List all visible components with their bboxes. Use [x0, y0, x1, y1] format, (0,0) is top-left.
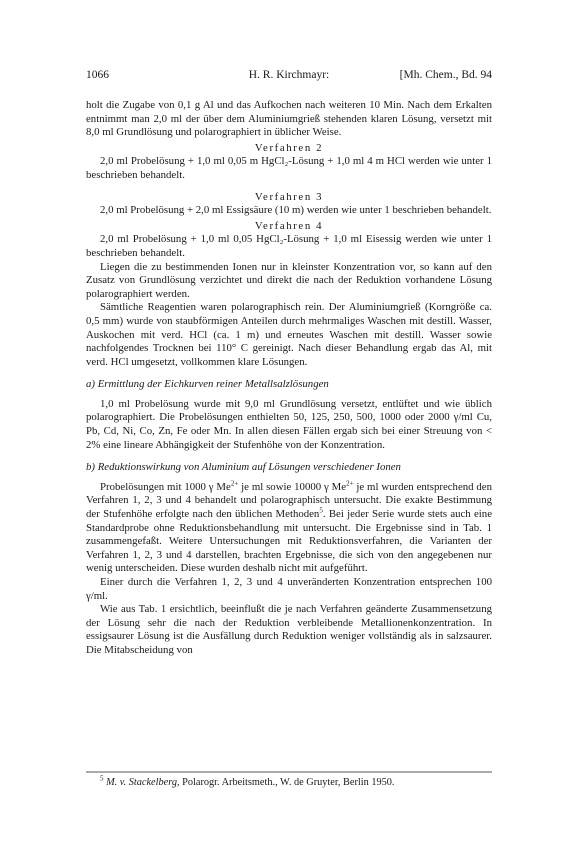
superscript: 2+: [230, 479, 239, 488]
header-author: H. R. Kirchmayr:: [248, 69, 330, 81]
subsection-heading-a: a) Ermittlung der Eichkurven reiner Metallsalzlösungen: [86, 378, 329, 391]
footnote-author: M. v. Stackelberg,: [106, 777, 180, 788]
paragraph: 2,0 ml Probelösung + 1,0 ml 0,05 m HgCl₂-Lösung + 1,0 ml 4 m HCl werden wie unter 1 beschrieben behandelt.: [86, 155, 492, 181]
body-text: [86, 99, 492, 658]
paragraph: 2,0 ml Probelösung + 2,0 ml Essigsäure (10 m) werden wie unter 1 beschrieben behandelt.: [100, 204, 492, 217]
footnote-mark: 5: [100, 774, 104, 783]
running-header: [86, 69, 492, 83]
header-journal: [Mh. Chem., Bd. 94: [399, 69, 492, 81]
subsection-heading-b: b) Reduktionswirkung von Aluminium auf Lösungen verschiedener Ionen: [86, 461, 401, 474]
footnote: [100, 776, 492, 789]
paragraph: Sämtliche Reagentien waren polarographisch rein. Der Aluminiumgrieß (Korngröße ca. 0,5 mm) wurde von staubförmigen Anteilen durch mehrmaliges Waschen mit destill. Wasser, Auskochen mit verd. HCl (ca. 1 m) und erneutes Waschen mit destill. Wasser sowie nachfolgendes Trocknen bei 110° C gereinigt. Nach dieser Behandlung ergab das Al, mit verd. HCl umgesetzt, vollkommen klare Lösungen.: [86, 301, 492, 368]
paragraph: [86, 481, 492, 576]
section-heading-verfahren-4: Verfahren 4: [254, 219, 324, 232]
footnote-ref[interactable]: 5: [319, 506, 323, 515]
paragraph: holt die Zugabe von 0,1 g Al und das Aufkochen nach weiteren 10 Min. Nach dem Erkalten entnimmt man 2,0 ml der über dem Aluminiumgrieß stehenden klaren Lösung, versetzt mit 8,0 ml Grundlösung und polarographiert in üblicher Weise.: [86, 99, 492, 139]
footnote-text: Polarogr. Arbeitsmeth., W. de Gruyter, Berlin 1950.: [179, 777, 395, 788]
paragraph: Liegen die zu bestimmenden Ionen nur in kleinster Konzentration vor, so kann auf den Zusatz von Grundlösung verzichtet und direkt die nach der Reduktion vorhandene Lösung polarographiert werden.: [86, 260, 492, 300]
paragraph: Wie aus Tab. 1 ersichtlich, beeinflußt die je nach Verfahren geänderte Zusammensetzung der Lösung sehr die nach der Reduktion verbleibende Metallionenkonzentration. In essigsaurer Lösung ist die Ausfällung durch Reduktion weniger vollständig als in salzsaurer. Die Mitabscheidung von: [86, 603, 492, 656]
text-span: je ml wurden entsprechend den Verfahren 1, 2, 3 und 4 behandelt und polarographisch untersucht. Die exakte Bestimmung der Stufenhöhe erfolgte nach den üblichen Methoden: [86, 480, 492, 521]
page-number: 1066: [86, 69, 109, 81]
text-span: . Bei jeder Serie wurde stets auch eine Standardprobe ohne Reduktionsbehandlung mit untersucht. Die Ergebnisse sind in Tab. 1 zusammengefaßt. Weitere Untersuchungen mit Reduktionsverfahren, die Varianten der Verfahren 1, 2, 3 und 4 darstellen, brachten Ergebnisse, die sich von den angegebenen nur wenig unterscheiden. Diese wurden deshalb nicht mit aufgeführt.: [86, 508, 493, 575]
paragraph: 1,0 ml Probelösung wurde mit 9,0 ml Grundlösung versetzt, entlüftet und wie üblich polarographiert. Die Probelösungen enthielten 50, 125, 250, 500, 1000 oder 2000 γ/ml Cu, Pb, Cd, Ni, Co, Zn, Fe oder Mn. In allen diesen Fällen ergab sich bei einer Streuung von < 2% eine lineare Abhängigkeit der Stufenhöhe von der Konzentration.: [86, 397, 492, 451]
paragraph: 2,0 ml Probelösung + 1,0 ml 0,05 HgCl₂-Lösung + 1,0 ml Eisessig werden wie unter 1 beschrieben behandelt.: [86, 233, 492, 259]
text-span: je ml sowie 10000 γ Me: [238, 480, 347, 493]
footnote-divider: [86, 771, 492, 773]
section-heading-verfahren-2: Verfahren 2: [254, 141, 324, 154]
paragraph: Einer durch die Verfahren 1, 2, 3 und 4 unveränderten Konzentration entsprechen 100 γ/ml.: [86, 576, 492, 602]
text-span: Probelösungen mit 1000 γ Me: [100, 480, 231, 493]
superscript: 2+: [346, 479, 354, 488]
section-heading-verfahren-3: Verfahren 3: [254, 190, 324, 203]
